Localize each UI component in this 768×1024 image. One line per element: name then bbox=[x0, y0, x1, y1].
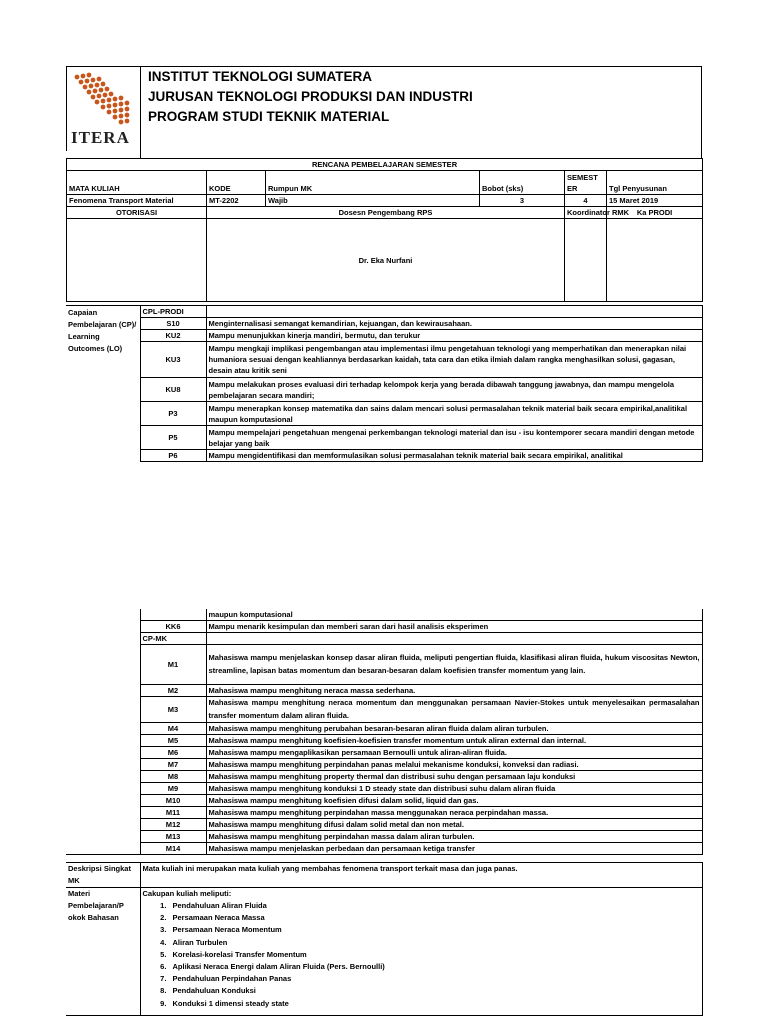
topic-item: 8. Pendahuluan Konduksi bbox=[169, 985, 700, 997]
ka-prodi-signature-cell bbox=[607, 219, 703, 302]
value-tgl: 15 Maret 2019 bbox=[607, 195, 703, 207]
topic-item: 4. Aliran Turbulen bbox=[169, 937, 700, 949]
cpmk-code: M2 bbox=[140, 685, 206, 697]
cpmk-text: Mahasiswa mampu menghitung perubahan besaran-besaran aliran fluida dalam aliran turbulen. bbox=[206, 723, 702, 735]
cpmk-code: M12 bbox=[140, 819, 206, 831]
label-bobot: Bobot (sks) bbox=[480, 171, 565, 195]
rps-title: RENCANA PEMBELAJARAN SEMESTER bbox=[67, 159, 703, 171]
cpl-prodi-header: CPL-PRODI bbox=[140, 306, 206, 318]
cpmk-text: Mahasiswa mampu menjelaskan perbedaan dan persamaan ketiga transfer bbox=[206, 843, 702, 855]
cpmk-table bbox=[66, 609, 703, 855]
value-mata-kuliah: Fenomena Transport Material bbox=[67, 195, 207, 207]
cpl-code: P3 bbox=[140, 402, 206, 426]
cpl-text: Menginternalisasi semangat kemandirian, kejuangan, dan kewirausahaan. bbox=[206, 318, 702, 330]
institution-name: INSTITUT TEKNOLOGI SUMATERA bbox=[148, 69, 372, 84]
cpmk-code: M5 bbox=[140, 735, 206, 747]
value-semester: 4 bbox=[565, 195, 607, 207]
value-rumpun: Wajib bbox=[266, 195, 480, 207]
cpmk-code: M9 bbox=[140, 783, 206, 795]
cpl-text: Mampu mempelajari pengetahuan mengenai perkembangan teknologi material dan isu - isu kontemporer secara mandiri dengan metode belajar yang baik bbox=[206, 426, 702, 450]
cpmk-code: M13 bbox=[140, 831, 206, 843]
cpmk-code: M4 bbox=[140, 723, 206, 735]
cpl-table-page1 bbox=[66, 305, 703, 462]
cpl-code: KU2 bbox=[140, 330, 206, 342]
cpmk-code: M1 bbox=[140, 645, 206, 685]
cpl-code: KU8 bbox=[140, 378, 206, 402]
deskripsi-label: Deskripsi Singkat MK bbox=[66, 863, 140, 888]
cpmk-code: M10 bbox=[140, 795, 206, 807]
capaian-label: Capaian Pembelajaran (CP)/ Learning Outcomes (LO) bbox=[66, 306, 140, 462]
topic-item: 2. Persamaan Neraca Massa bbox=[169, 912, 700, 924]
otorisasi-cell bbox=[67, 219, 207, 302]
deskripsi-text: Mata kuliah ini merupakan mata kuliah yang membahas fenomena transport terkait masa dan juga panas. bbox=[140, 863, 702, 888]
description-table bbox=[66, 862, 703, 1016]
topic-item: 3. Persamaan Neraca Momentum bbox=[169, 924, 700, 936]
topic-item: 6. Aplikasi Neraca Energi dalam Aliran Fluida (Pers. Bernoulli) bbox=[169, 961, 700, 973]
cpl-code: KK6 bbox=[140, 621, 206, 633]
cpl-text: Mampu menarik kesimpulan dan memberi saran dari hasil analisis eksperimen bbox=[206, 621, 702, 633]
cpl-code: S10 bbox=[140, 318, 206, 330]
cpl-text: Mampu mengidentifikasi dan memformulasikan solusi permasalahan teknik material baik secara empirikal, analitikal bbox=[206, 450, 702, 462]
materi-topic-list bbox=[143, 900, 700, 1010]
header-top-rule bbox=[140, 66, 701, 67]
logo-text: ITERA bbox=[71, 128, 130, 147]
cpmk-code: M11 bbox=[140, 807, 206, 819]
materi-label: Materi Pembelajaran/P okok Bahasan bbox=[66, 888, 140, 1016]
cpmk-text: Mahasiswa mampu menghitung property thermal dan distribusi suhu dengan persamaan laju konduksi bbox=[206, 771, 702, 783]
cpmk-text: Mahasiswa mampu menghitung neraca momentum dan menggunakan persamaan Navier-Stokes untuk menyelesaikan permasalahan transfer momentum dalam aliran fluida. bbox=[206, 697, 702, 723]
cpl-continued-code bbox=[140, 609, 206, 621]
cpmk-code: M7 bbox=[140, 759, 206, 771]
materi-cell bbox=[140, 888, 702, 1016]
label-semester: SEMEST ER bbox=[565, 171, 607, 195]
cpmk-text: Mahasiswa mampu menghitung neraca massa sederhana. bbox=[206, 685, 702, 697]
program-name: PROGRAM STUDI TEKNIK MATERIAL bbox=[148, 109, 390, 124]
label-dosen-pengembang: Dosesn Pengembang RPS bbox=[207, 207, 565, 219]
label-tgl: Tgl Penyusunan bbox=[607, 171, 703, 195]
cpmk-text: Mahasiswa mampu menghitung koefisien difusi dalam solid, liquid dan gas. bbox=[206, 795, 702, 807]
label-koordinator: Koordinator RMK bbox=[565, 207, 607, 219]
cpl-text: Mampu menerapkan konsep matematika dan sains dalam mencari solusi permasalahan teknik material baik secara empirikal,analitikal maupun komputasional bbox=[206, 402, 702, 426]
topic-item: 1. Pendahuluan Aliran Fluida bbox=[169, 900, 700, 912]
cpmk-text: Mahasiswa mampu menjelaskan konsep dasar aliran fluida, meliputi pengertian fluida, klasifikasi aliran fluida, hukum viscositas Newton, streamline, lapisan batas momentum dan besaran-besaran dalam koefisien transfer momentum yang lain. bbox=[206, 645, 702, 685]
cpmk-header: CP-MK bbox=[140, 633, 206, 645]
dosen-name: Dr. Eka Nurfani bbox=[207, 219, 565, 302]
cpmk-code: M3 bbox=[140, 697, 206, 723]
cpl-text: Mampu menunjukkan kinerja mandiri, bermutu, dan terukur bbox=[206, 330, 702, 342]
cpmk-text: Mahasiswa mampu menghitung perpindahan massa dalam aliran turbulen. bbox=[206, 831, 702, 843]
cpmk-header-blank bbox=[206, 633, 702, 645]
header-right-border bbox=[701, 66, 702, 158]
cpl-code: KU3 bbox=[140, 342, 206, 378]
itera-logo-icon bbox=[67, 67, 141, 129]
value-bobot: 3 bbox=[480, 195, 565, 207]
topic-item: 9. Konduksi 1 dimensi steady state bbox=[169, 998, 700, 1010]
cpmk-text: Mahasiswa mampu menghitung difusi dalam solid metal dan non metal. bbox=[206, 819, 702, 831]
cpl-text: Mampu melakukan proses evaluasi diri terhadap kelompok kerja yang berada dibawah tanggung jawabnya, dan mampu mengelola pembelajaran secara mandiri; bbox=[206, 378, 702, 402]
topic-item: 5. Korelasi-korelasi Transfer Momentum bbox=[169, 949, 700, 961]
label-mata-kuliah: MATA KULIAH bbox=[67, 171, 207, 195]
label-ka-prodi: Ka PRODI bbox=[607, 207, 703, 219]
cpmk-code: M14 bbox=[140, 843, 206, 855]
cpmk-text: Mahasiswa mampu menghitung konduksi 1 D steady state dan distribusi suhu dalam aliran fluida bbox=[206, 783, 702, 795]
department-name: JURUSAN TEKNOLOGI PRODUKSI DAN INDUSTRI bbox=[148, 89, 473, 104]
cpl-code: P6 bbox=[140, 450, 206, 462]
page-break bbox=[0, 478, 768, 606]
cpmk-code: M6 bbox=[140, 747, 206, 759]
cpl-header-blank bbox=[206, 306, 702, 318]
capaian-continued-cell bbox=[66, 609, 140, 855]
label-kode: KODE bbox=[207, 171, 266, 195]
cpmk-code: M8 bbox=[140, 771, 206, 783]
cpl-continued-text: maupun komputasional bbox=[206, 609, 702, 621]
label-rumpun: Rumpun MK bbox=[266, 171, 480, 195]
cpmk-text: Mahasiswa mampu menghitung perpindahan panas melalui mekanisme konduksi, konveksi dan radiasi. bbox=[206, 759, 702, 771]
cpmk-text: Mahasiswa mampu menghitung perpindahan massa menggunakan neraca perpindahan massa. bbox=[206, 807, 702, 819]
value-kode: MT-2202 bbox=[207, 195, 266, 207]
header-divider bbox=[140, 66, 141, 158]
label-otorisasi: OTORISASI bbox=[67, 207, 207, 219]
cpmk-text: Mahasiswa mampu mengaplikasikan persamaan Bernoulli untuk aliran-aliran fluida. bbox=[206, 747, 702, 759]
koordinator-signature-cell bbox=[565, 219, 607, 302]
cpl-code: P5 bbox=[140, 426, 206, 450]
cpmk-text: Mahasiswa mampu menghitung koefisien-koefisien transfer momentum untuk aliran external dan internal. bbox=[206, 735, 702, 747]
materi-intro: Cakupan kuliah meliputi: bbox=[142, 889, 232, 898]
topic-item: 7. Pendahuluan Perpindahan Panas bbox=[169, 973, 700, 985]
rps-info-table bbox=[66, 158, 703, 302]
cpl-text: Mampu mengkaji implikasi pengembangan atau implementasi ilmu pengetahuan teknologi yang memperhatikan dan menerapkan nilai humaniora sesuai dengan keahliannya berdasarkan kaidah, tata cara dan etika ilmiah dalam rangka menghasilkan solusi, gagasan, desain atau kritik seni bbox=[206, 342, 702, 378]
